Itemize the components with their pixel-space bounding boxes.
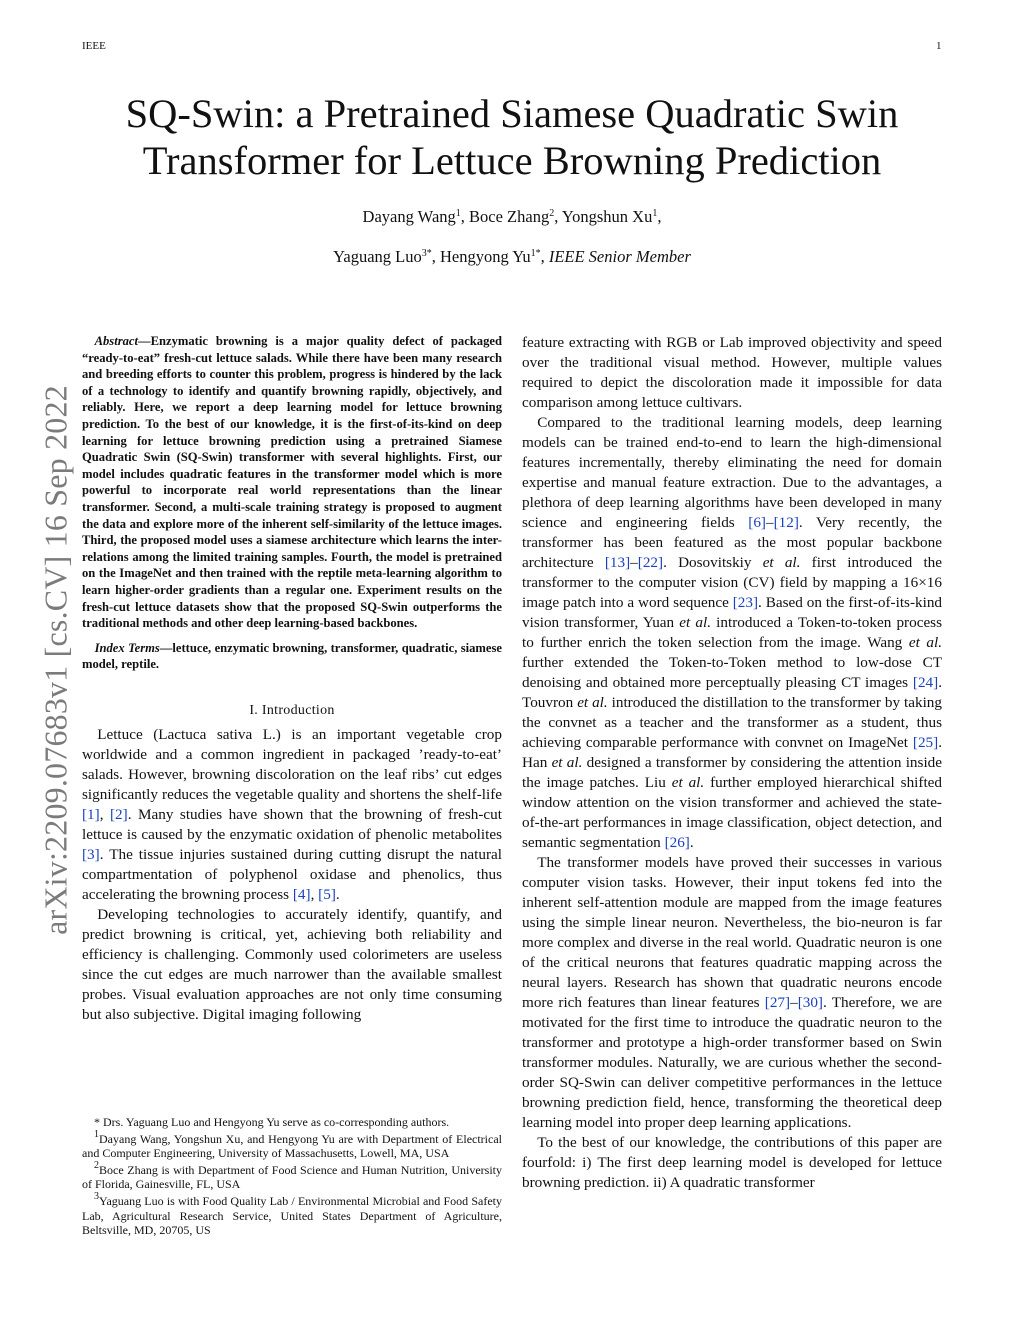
citation-link[interactable]: [2] <box>110 805 128 823</box>
paper-title: SQ-Swin: a Pretrained Siamese Quadratic Swin Transformer for Lettuce Browning Prediction <box>125 91 899 183</box>
citation-link[interactable]: [4] <box>292 885 311 903</box>
index-terms-label: Index Terms <box>94 640 160 655</box>
right-column <box>522 333 942 1193</box>
page-number: 1 <box>936 40 942 52</box>
citation-link[interactable]: [23] <box>732 594 759 611</box>
abstract-label: Abstract <box>94 334 138 348</box>
author-line-2: Yaguang Luo$^{3*}$, Hengyong $Yu^{1*}$, IEEE Senior Member <box>333 247 691 266</box>
running-header-journal: IEEE <box>82 40 106 52</box>
footnotes <box>82 1115 502 1240</box>
footnote: $^1$Dayang Wang, Yongshun Xu, and Hengyong Yu are with Department of Electrical and Computer Engineering, University of Massachusetts, Lowell, MA, USA <box>82 1128 502 1161</box>
citation-link[interactable]: [6] <box>748 514 766 531</box>
body-paragraph: feature extracting with RGB or Lab improved objectivity and speed over the traditional visual method. However, multiple values required to depict the discoloration made it impossible for data comparison among lettuce cultivars. <box>522 334 942 411</box>
citation-link[interactable]: [22] <box>637 554 664 571</box>
body-paragraph: Compared to the traditional learning models, deep learning models can be trained end-to-end to learn the high-dimensional features incrementally, thereby eliminating the need for domain expertise and manual feature extraction. Due to the advantages, a plethora of deep learning algorithms have been developed in many science and engineering fields [6]–[12]. Very recently, the transformer has been featured as the most popular backbone architecture [13]–[22]. Dosovitskiy et al. first introduced the transformer to the computer vision (CV) field by mapping a 16×16 image patch into a word sequence [23]. Based on the first-of-its-kind vision transformer, Yuan et al. introduced a Token-to-token process to further enrich the token selection from the image. Wang et al. further extended the Token-to-Token method to low-dose CT denoising and obtained more perceptually pleasing CT images [24]. Touvron et al. introduced the distillation to the transformer by taking the convnet as a teacher and the transformer as a student, thus achieving comparable performance with convnet on ImageNet [25]. Han et al. designed a transformer by considering the attention inside the image patches. Liu et al. further employed hierarchical shifted window attention on the vision transformer and achieved the state-of-the-art performances in image classification, object detection, and semantic segmentation [26]. <box>522 414 943 851</box>
footnote: $^2$Boce Zhang is with Department of Food Science and Human Nutrition, University of Florida, Gainesville, FL, USA <box>82 1159 502 1192</box>
abstract <box>82 333 502 632</box>
citation-link[interactable]: [1] <box>82 805 100 823</box>
citation-link[interactable]: [30] <box>797 994 823 1011</box>
citation-link[interactable]: [3] <box>82 845 100 863</box>
body-paragraph: The transformer models have proved their successes in various computer vision tasks. However, their input tokens fed into the inherent self-attention module are mapped from the image features using the simple linear neuron. Nevertheless, the bio-neuron is far more complex and diverse in the real world. Quadratic neuron is one of the critical neurons that features quadratic mapping across the neural layers. Research has shown that quadratic neurons encode more rich features than linear features [27]–[30]. Therefore, we are motivated for the first time to introduce the quadratic neuron to the transformer and prototype a high-order transformer based on Swin transformer modules. Naturally, we are curious whether the second-order SQ-Swin can deliver competitive performances in the lettuce browning prediction field, hence, transforming the theoretical deep learning model into proper deep learning applications. <box>522 854 942 1131</box>
citation-link[interactable]: [13] <box>604 554 631 571</box>
citation-link[interactable]: [12] <box>773 514 799 531</box>
citation-link[interactable]: [26] <box>664 834 690 851</box>
section-heading-introduction: I. Introduction <box>249 702 335 718</box>
citation-link[interactable]: [5] <box>318 885 336 903</box>
index-terms-text: —lettuce, enzymatic browning, transformer, quadratic, siamese model, reptile. <box>82 640 502 672</box>
body-paragraph: Developing technologies to accurately identify, quantify, and predict browning is critical, yet, achieving both reliability and efficiency is challenging. Commonly used colorimeters are useless since the cut edges are much narrower than the available smallest probes. Visual evaluation approaches are not only time consuming but also subjective. Digital imaging following <box>82 905 502 1023</box>
introduction-left-paragraphs <box>82 725 502 1025</box>
footnote: $^3$Yaguang Luo is with Food Quality Lab / Environmental Microbial and Food Safety Lab, Agricultural Research Service, United States Department of Agriculture, Beltsville, MD, 20705, US <box>82 1190 502 1238</box>
citation-link[interactable]: [24] <box>912 674 939 691</box>
left-column <box>82 333 502 1025</box>
index-terms <box>82 640 502 673</box>
author-line-1: Dayang Wang$^1$, Boce Zhang$^2$, Yongshun Xu$^1$, <box>362 207 662 226</box>
arxiv-identifier-stamp: arXiv:2209.07683v1 [cs.CV] 16 Sep 2022 <box>37 385 74 935</box>
citation-link[interactable]: [27] <box>764 994 791 1011</box>
body-paragraph: To the best of our knowledge, the contributions of this paper are fourfold: i) The first deep learning model is developed for lettuce browning prediction. ii) A quadratic transformer <box>522 1134 942 1191</box>
footnote: * Drs. Yaguang Luo and Hengyong Yu serve as co-corresponding authors. <box>94 1115 450 1129</box>
citation-link[interactable]: [25] <box>912 734 939 751</box>
body-paragraph: Lettuce (Lactuca sativa L.) is an important vegetable crop worldwide and a common ingredient in packaged ’ready-to-eat’ salads. However, browning discoloration on the leaf ribs’ cut edges significantly reduces the vegetable quality and shortens the shelf-life [1], [2]. Many studies have shown that the browning of fresh-cut lettuce is caused by the enzymatic oxidation of phenolic metabolites [3]. The tissue injuries sustained during cutting disrupt the natural compartmentation of polyphenol oxidase and phenolics, thus accelerating the browning process [4], [5]. <box>82 725 502 903</box>
abstract-text: —Enzymatic browning is a major quality defect of packaged “ready-to-eat” fresh-cut lettuce salads. While there have been many research and breeding efforts to counter this problem, progress is hindered by the lack of a technology to identify and quantify browning rapidly, objectively, and reliably. Here, we report a deep learning model for lettuce browning prediction. To the best of our knowledge, it is the first-of-its-kind on deep learning for lettuce browning prediction using a pretrained Siamese Quadratic Swin (SQ-Swin) transformer with several highlights. First, our model includes quadratic features in the transformer model which is more powerful to incorporate real world representations than the linear transformer. Second, a multi-scale training strategy is proposed to augment the data and explore more of the inherent self-similarity of the lettuce images. Third, the proposed model uses a siamese architecture which learns the inter-relations among the limited training samples. Fourth, the model is pretrained on the ImageNet and then trained with the reptile meta-learning algorithm to learn higher-order gradients than a regular one. Experiment results on the fresh-cut lettuce datasets show that the proposed SQ-Swin outperforms the traditional methods and other deep learning-based backbones. <box>82 334 502 631</box>
